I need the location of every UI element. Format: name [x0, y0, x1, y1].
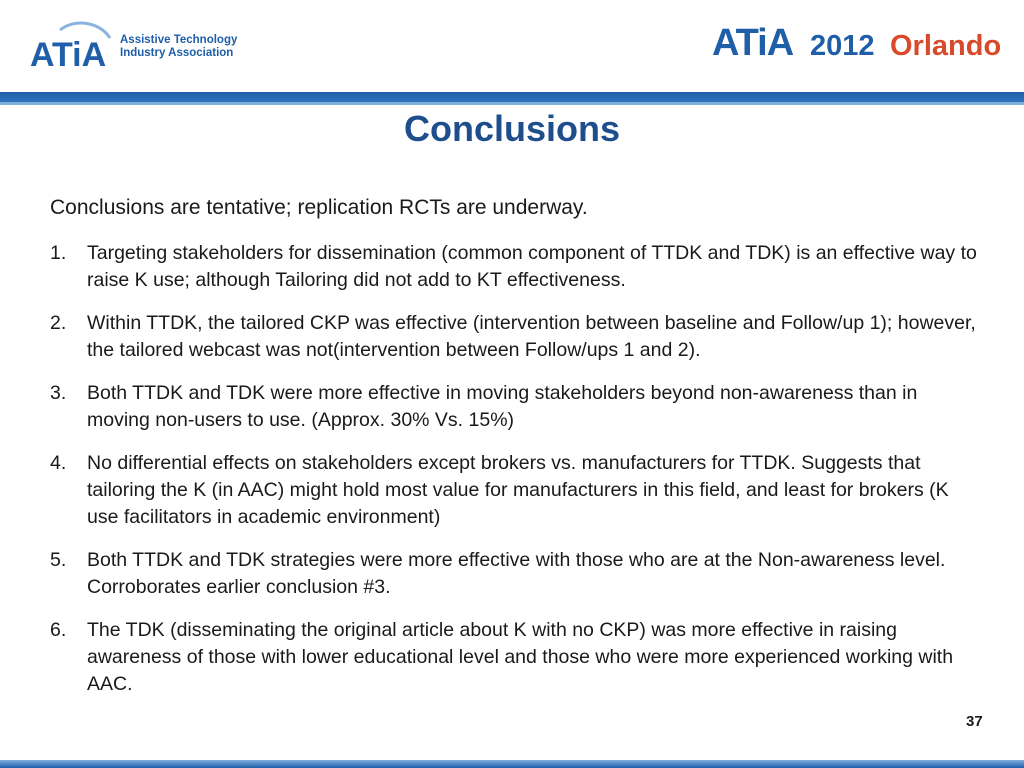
- slide-page-number: 37: [966, 713, 983, 730]
- list-item-number: 1.: [50, 242, 67, 264]
- conclusions-list: [50, 240, 980, 714]
- list-item: [50, 240, 980, 294]
- tagline-line-1: Assistive Technology: [120, 34, 238, 46]
- header-divider-bar: [0, 92, 1024, 102]
- tagline-line-2: Industry Association: [120, 47, 234, 59]
- list-item-text: The TDK (disseminating the original article about K with no CKP) was more effective in raising awareness of those with lower educational level and those who were more experienced working with AAC.: [87, 619, 954, 695]
- list-item-text: No differential effects on stakeholders except brokers vs. manufacturers for TTDK. Suggests that tailoring the K (in AAC) might hold most value for manufacturers in this field, and least for brokers (K use facilitators in academic environment): [87, 452, 949, 528]
- list-item-number: 2.: [50, 312, 67, 334]
- slide-title: Conclusions: [403, 108, 621, 149]
- intro-text: Conclusions are tentative; replication RCTs are underway.: [50, 196, 588, 219]
- atia-logo: [30, 18, 260, 78]
- atia-2012-orlando-logo: [707, 0, 1017, 92]
- conference-city: Orlando: [890, 30, 1002, 62]
- atia-tagline: [120, 34, 237, 60]
- list-item-number: 3.: [50, 382, 67, 404]
- list-item-text: Both TTDK and TDK were more effective in moving stakeholders beyond non-awareness than in moving non-users to use. (Approx. 30% Vs. 15%): [87, 382, 918, 431]
- conference-year: 2012: [810, 30, 875, 62]
- list-item: [50, 547, 980, 601]
- list-item-text: Within TTDK, the tailored CKP was effective (intervention between baseline and Follow/up 1); however, the tailored webcast was not(intervention between Follow/ups 1 and 2).: [87, 312, 976, 361]
- list-item: [50, 617, 980, 698]
- svg-text:ATiA: ATiA: [30, 36, 107, 74]
- list-item: [50, 310, 980, 364]
- list-item-text: Both TTDK and TDK strategies were more effective with those who are at the Non-awareness level. Corroborates earlier conclusion #3.: [87, 549, 946, 598]
- footer-bar: [0, 760, 1024, 768]
- atia-2012-logo-word: ATiA: [712, 22, 794, 64]
- atia-logo-mark: [30, 18, 118, 78]
- list-item-number: 4.: [50, 452, 67, 474]
- list-item-number: 6.: [50, 619, 67, 641]
- list-item-text: Targeting stakeholders for dissemination (common component of TTDK and TDK) is an effective way to raise K use; although Tailoring did not add to KT effectiveness.: [87, 242, 977, 291]
- list-item: [50, 450, 980, 531]
- list-item-number: 5.: [50, 549, 67, 571]
- header-divider-accent: [0, 102, 1024, 105]
- list-item: [50, 380, 980, 434]
